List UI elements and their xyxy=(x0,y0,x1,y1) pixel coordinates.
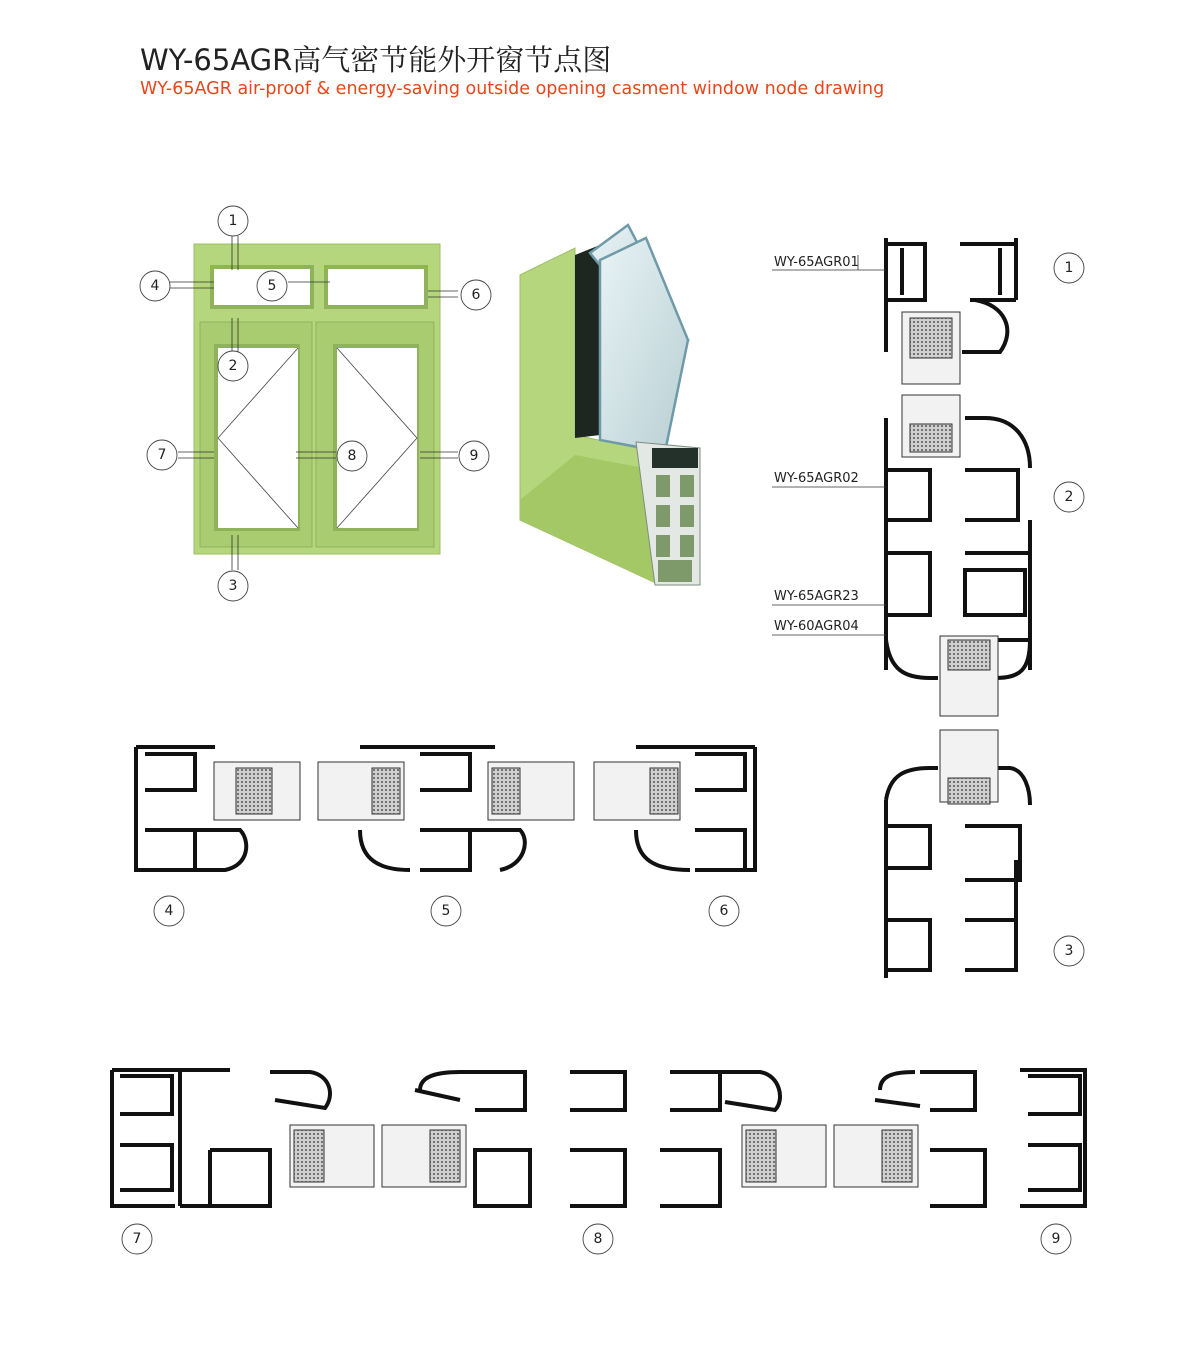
callout-6-elevation: 6 xyxy=(471,287,481,303)
callout-9-section: 9 xyxy=(1051,1231,1061,1247)
callout-9-elevation: 9 xyxy=(469,448,479,464)
callout-5-section: 5 xyxy=(441,903,451,919)
callout-8-section: 8 xyxy=(593,1231,603,1247)
corner-sample-3d xyxy=(520,225,700,585)
window-elevation xyxy=(194,244,440,554)
vertical-glass xyxy=(902,312,998,804)
callout-6-section: 6 xyxy=(719,903,729,919)
part-label-04: WY-60AGR04 xyxy=(774,619,859,634)
callout-1-elevation: 1 xyxy=(228,213,238,229)
part-leaders xyxy=(772,255,886,635)
part-label-01: WY-65AGR01 xyxy=(774,255,859,270)
callout-4-elevation: 4 xyxy=(150,278,160,294)
page-subtitle: WY-65AGR air-proof & energy-saving outside opening casment window node drawing xyxy=(140,79,885,99)
callout-2-section: 2 xyxy=(1064,489,1074,505)
part-label-23: WY-65AGR23 xyxy=(774,589,859,604)
row-bottom-glass xyxy=(290,1125,918,1187)
part-label-02: WY-65AGR02 xyxy=(774,471,859,486)
callout-2-elevation: 2 xyxy=(228,358,238,374)
callout-3-elevation: 3 xyxy=(228,578,238,594)
callout-7-section: 7 xyxy=(132,1231,142,1247)
page-title: WY-65AGR高气密节能外开窗节点图 xyxy=(140,43,612,77)
callout-5-elevation: 5 xyxy=(267,278,277,294)
callout-1-section: 1 xyxy=(1064,260,1074,276)
section-row-bottom xyxy=(112,1070,1085,1206)
callout-7-elevation: 7 xyxy=(157,447,167,463)
callout-3-section: 3 xyxy=(1064,943,1074,959)
callout-4-section: 4 xyxy=(164,903,174,919)
callout-8-elevation: 8 xyxy=(347,448,357,464)
